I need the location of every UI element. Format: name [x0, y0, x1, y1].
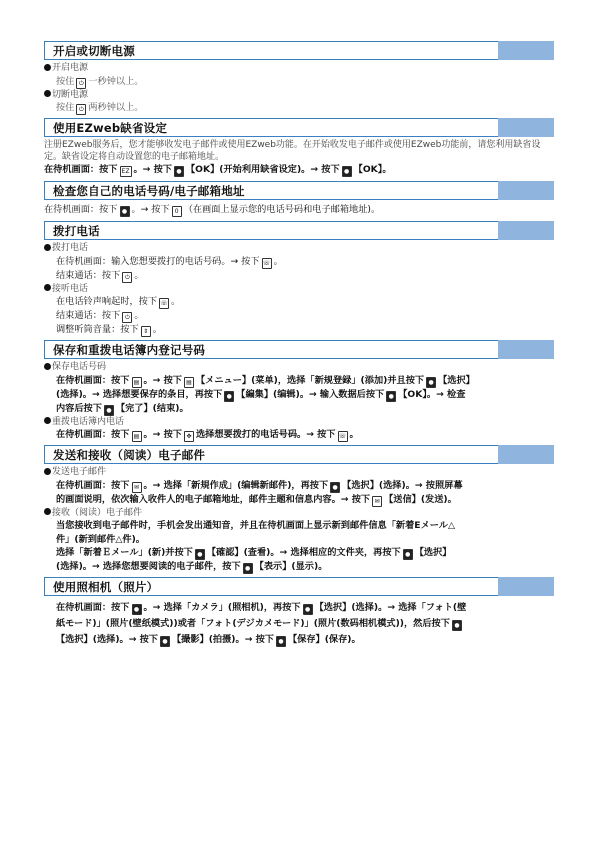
- end-call-step: 结束通话：按下 ⏻ 。: [56, 269, 144, 281]
- end-key-icon: ⏻: [76, 104, 86, 115]
- power-on-instruction: 按住 ⏻ 一秒钟以上。: [56, 75, 144, 87]
- bullet-dot-icon: [44, 284, 51, 291]
- bullet-dot-icon: [44, 363, 51, 370]
- end-key-icon: ⏻: [76, 78, 86, 89]
- center-key-icon: ●: [132, 604, 142, 615]
- check-steps: 在待机画面：按下 ● 。→ 按下 0 （在画面上显示您的电话号码和电子邮箱地址)。: [44, 204, 381, 215]
- center-key-icon: ●: [426, 377, 436, 388]
- mail-key-icon: ✉: [132, 482, 142, 493]
- section-power: [44, 41, 554, 115]
- header-accent: [498, 118, 554, 137]
- section-header: [44, 577, 554, 596]
- bullet-dot-icon: [44, 417, 51, 424]
- section-phonebook: [44, 340, 554, 442]
- center-key-icon: ●: [224, 391, 234, 402]
- answer-call-step: 在电话铃声响起时，按下 ☏ 。: [56, 296, 181, 307]
- ez-key-icon: EZ: [120, 166, 132, 177]
- section-ezweb: [44, 118, 554, 177]
- send-key-icon: ☏: [338, 433, 347, 440]
- send-key-icon: ☏: [262, 259, 271, 267]
- bullet-receive-call: 接听电话: [44, 284, 554, 296]
- bullet-dot-icon: [44, 64, 51, 71]
- bullet-power-off: 切断电源: [44, 90, 554, 102]
- bullet-power-on: 开启电源: [44, 63, 554, 75]
- bullet-dot-icon: [44, 508, 51, 515]
- bullet-save-number: 保存电话号码: [44, 362, 554, 374]
- app-key-icon: ▤: [184, 377, 194, 388]
- volume-key-icon: ⇕: [141, 326, 151, 337]
- section-title: 使用照相机（照片）: [53, 580, 159, 594]
- section-title: 检查您自己的电话号码/电子邮箱地址: [53, 184, 245, 198]
- zero-key-icon: 0: [172, 206, 182, 217]
- header-accent: [498, 445, 554, 464]
- center-key-icon: ●: [452, 620, 462, 631]
- section-header: [44, 445, 554, 464]
- volume-step: 调整听筒音量：按下 ⇕ 。: [56, 324, 162, 335]
- center-key-icon: ●: [120, 206, 130, 217]
- section-title: 使用EZweb缺省设定: [53, 121, 168, 135]
- send-mail-steps: 在待机画面：按下 ✉ 。→ 选择「新規作成」(编辑新邮件)，再按下 ● 【选択】(选择)。→ 按照屏幕 的画面说明，依次输入收件人的电子邮箱地址，邮件主题和信息内容。→ 按下 ✉ 【送信】(发送)。: [56, 479, 463, 505]
- end-key-icon: ⏻: [122, 272, 132, 283]
- section-title: 发送和接收（阅读）电子邮件: [53, 448, 206, 462]
- bullet-dot-icon: [44, 244, 51, 251]
- section-title: 开启或切断电源: [53, 44, 135, 58]
- redial-steps: 在待机画面：按下 ▤ 。→ 按下 ✥ 选择想要拨打的电话号码。→ 按下 ☏ 。: [56, 429, 359, 440]
- header-accent: [498, 577, 554, 596]
- center-key-icon: ●: [303, 604, 313, 615]
- center-key-icon: ●: [330, 482, 340, 493]
- section-mail: [44, 445, 554, 574]
- section-header: [44, 181, 554, 200]
- center-key-icon: ●: [104, 405, 114, 416]
- section-header: [44, 118, 554, 137]
- receive-mail-steps: 当您接收到电子邮件时，手机会发出通知音，并且在待机画面上显示新到邮件信息「新着Eメール△ 件」(新到邮件△件)。 选择「新着Ｅメール」(新)并按下 ● 【確認】(查看)。→ 选择相应的文件夹，再按下 ● 【选択】 (选择)。→ 选择您想要阅读的电子邮件，按下 ● 【表示】(显示)。: [56, 520, 456, 572]
- center-key-icon: ●: [195, 549, 205, 560]
- send-key-icon: ☏: [160, 300, 168, 307]
- center-key-icon: ●: [386, 391, 396, 402]
- app-key-icon: ▤: [132, 431, 142, 442]
- center-key-icon: ●: [243, 563, 253, 574]
- bullet-make-call: 拨打电话: [44, 243, 554, 255]
- center-key-icon: ●: [276, 636, 286, 647]
- bullet-redial: 重拨电话簿内电话: [44, 417, 554, 429]
- header-accent: [498, 221, 554, 240]
- center-key-icon: ●: [174, 166, 184, 177]
- header-accent: [498, 181, 554, 200]
- center-key-icon: ●: [342, 166, 352, 177]
- section-header: [44, 41, 554, 60]
- end-call-step: 结束通话：按下 ⏻ 。: [56, 310, 144, 321]
- ezweb-description: 注册EZweb服务后，您才能够收发电子邮件或使用EZweb功能。在开始收发电子邮件或使用EZweb功能前，请您利用缺省设定。缺省设定将自动设置您的电子邮箱地址。: [44, 140, 541, 162]
- bullet-receive-mail: 接收（阅读）电子邮件: [44, 508, 554, 520]
- header-accent: [498, 340, 554, 359]
- make-call-step: 在待机画面：输入您想要拨打的电话号码。→ 按下 ☏ 。: [56, 255, 283, 267]
- app-key-icon: ▤: [132, 377, 142, 388]
- section-header: [44, 340, 554, 359]
- end-key-icon: ⏻: [122, 312, 132, 323]
- center-key-icon: ●: [403, 549, 413, 560]
- ezweb-steps: 在待机画面：按下 EZ 。→ 按下 ● 【OK】(开始利用缺省设定)。→ 按下 ● 【OK】。: [44, 164, 392, 175]
- mail-key-icon: ✉: [372, 496, 382, 507]
- power-off-instruction: 按住 ⏻ 两秒钟以上。: [56, 102, 144, 113]
- section-title: 拨打电话: [53, 224, 100, 238]
- save-number-steps: 在待机画面：按下 ▤ 。→ 按下 ▤ 【メニュー】(菜单)，选择「新规登録」(添加)并且按下 ● 【选択】 (选择)。→ 选择想要保存的条目，再按下 ● 【編集】(编辑)。→ 输入数据后按下 ● 【OK】。→ 检查 内容后按下 ● 【完了】(结束)。: [56, 374, 475, 414]
- section-camera: [44, 577, 554, 648]
- bullet-dot-icon: [44, 90, 51, 97]
- header-accent: [498, 41, 554, 60]
- section-header: [44, 221, 554, 240]
- nav-cross-key-icon: ✥: [184, 431, 194, 442]
- center-key-icon: ●: [160, 636, 170, 647]
- section-title: 保存和重拨电话簿内登记号码: [53, 343, 206, 357]
- content: [44, 41, 554, 651]
- camera-steps: 在待机画面：按下 ● 。→ 选择「カメラ」(照相机)，再按下 ● 【选択】(选择)。→ 选择「フォト(壁 紙モード)」(照片(壁纸模式))或者「フォト(デジカメモード)」(照片(数码相机模式))，然后按下 ● 【选択】(选择)。→ 按下 ● 【撮影】(拍摄)。→ 按下 ● 【保存】(保存)。: [56, 602, 467, 645]
- bullet-send-mail: 发送电子邮件: [44, 467, 554, 479]
- bullet-dot-icon: [44, 468, 51, 475]
- section-call: [44, 221, 554, 337]
- section-check-number: [44, 181, 554, 217]
